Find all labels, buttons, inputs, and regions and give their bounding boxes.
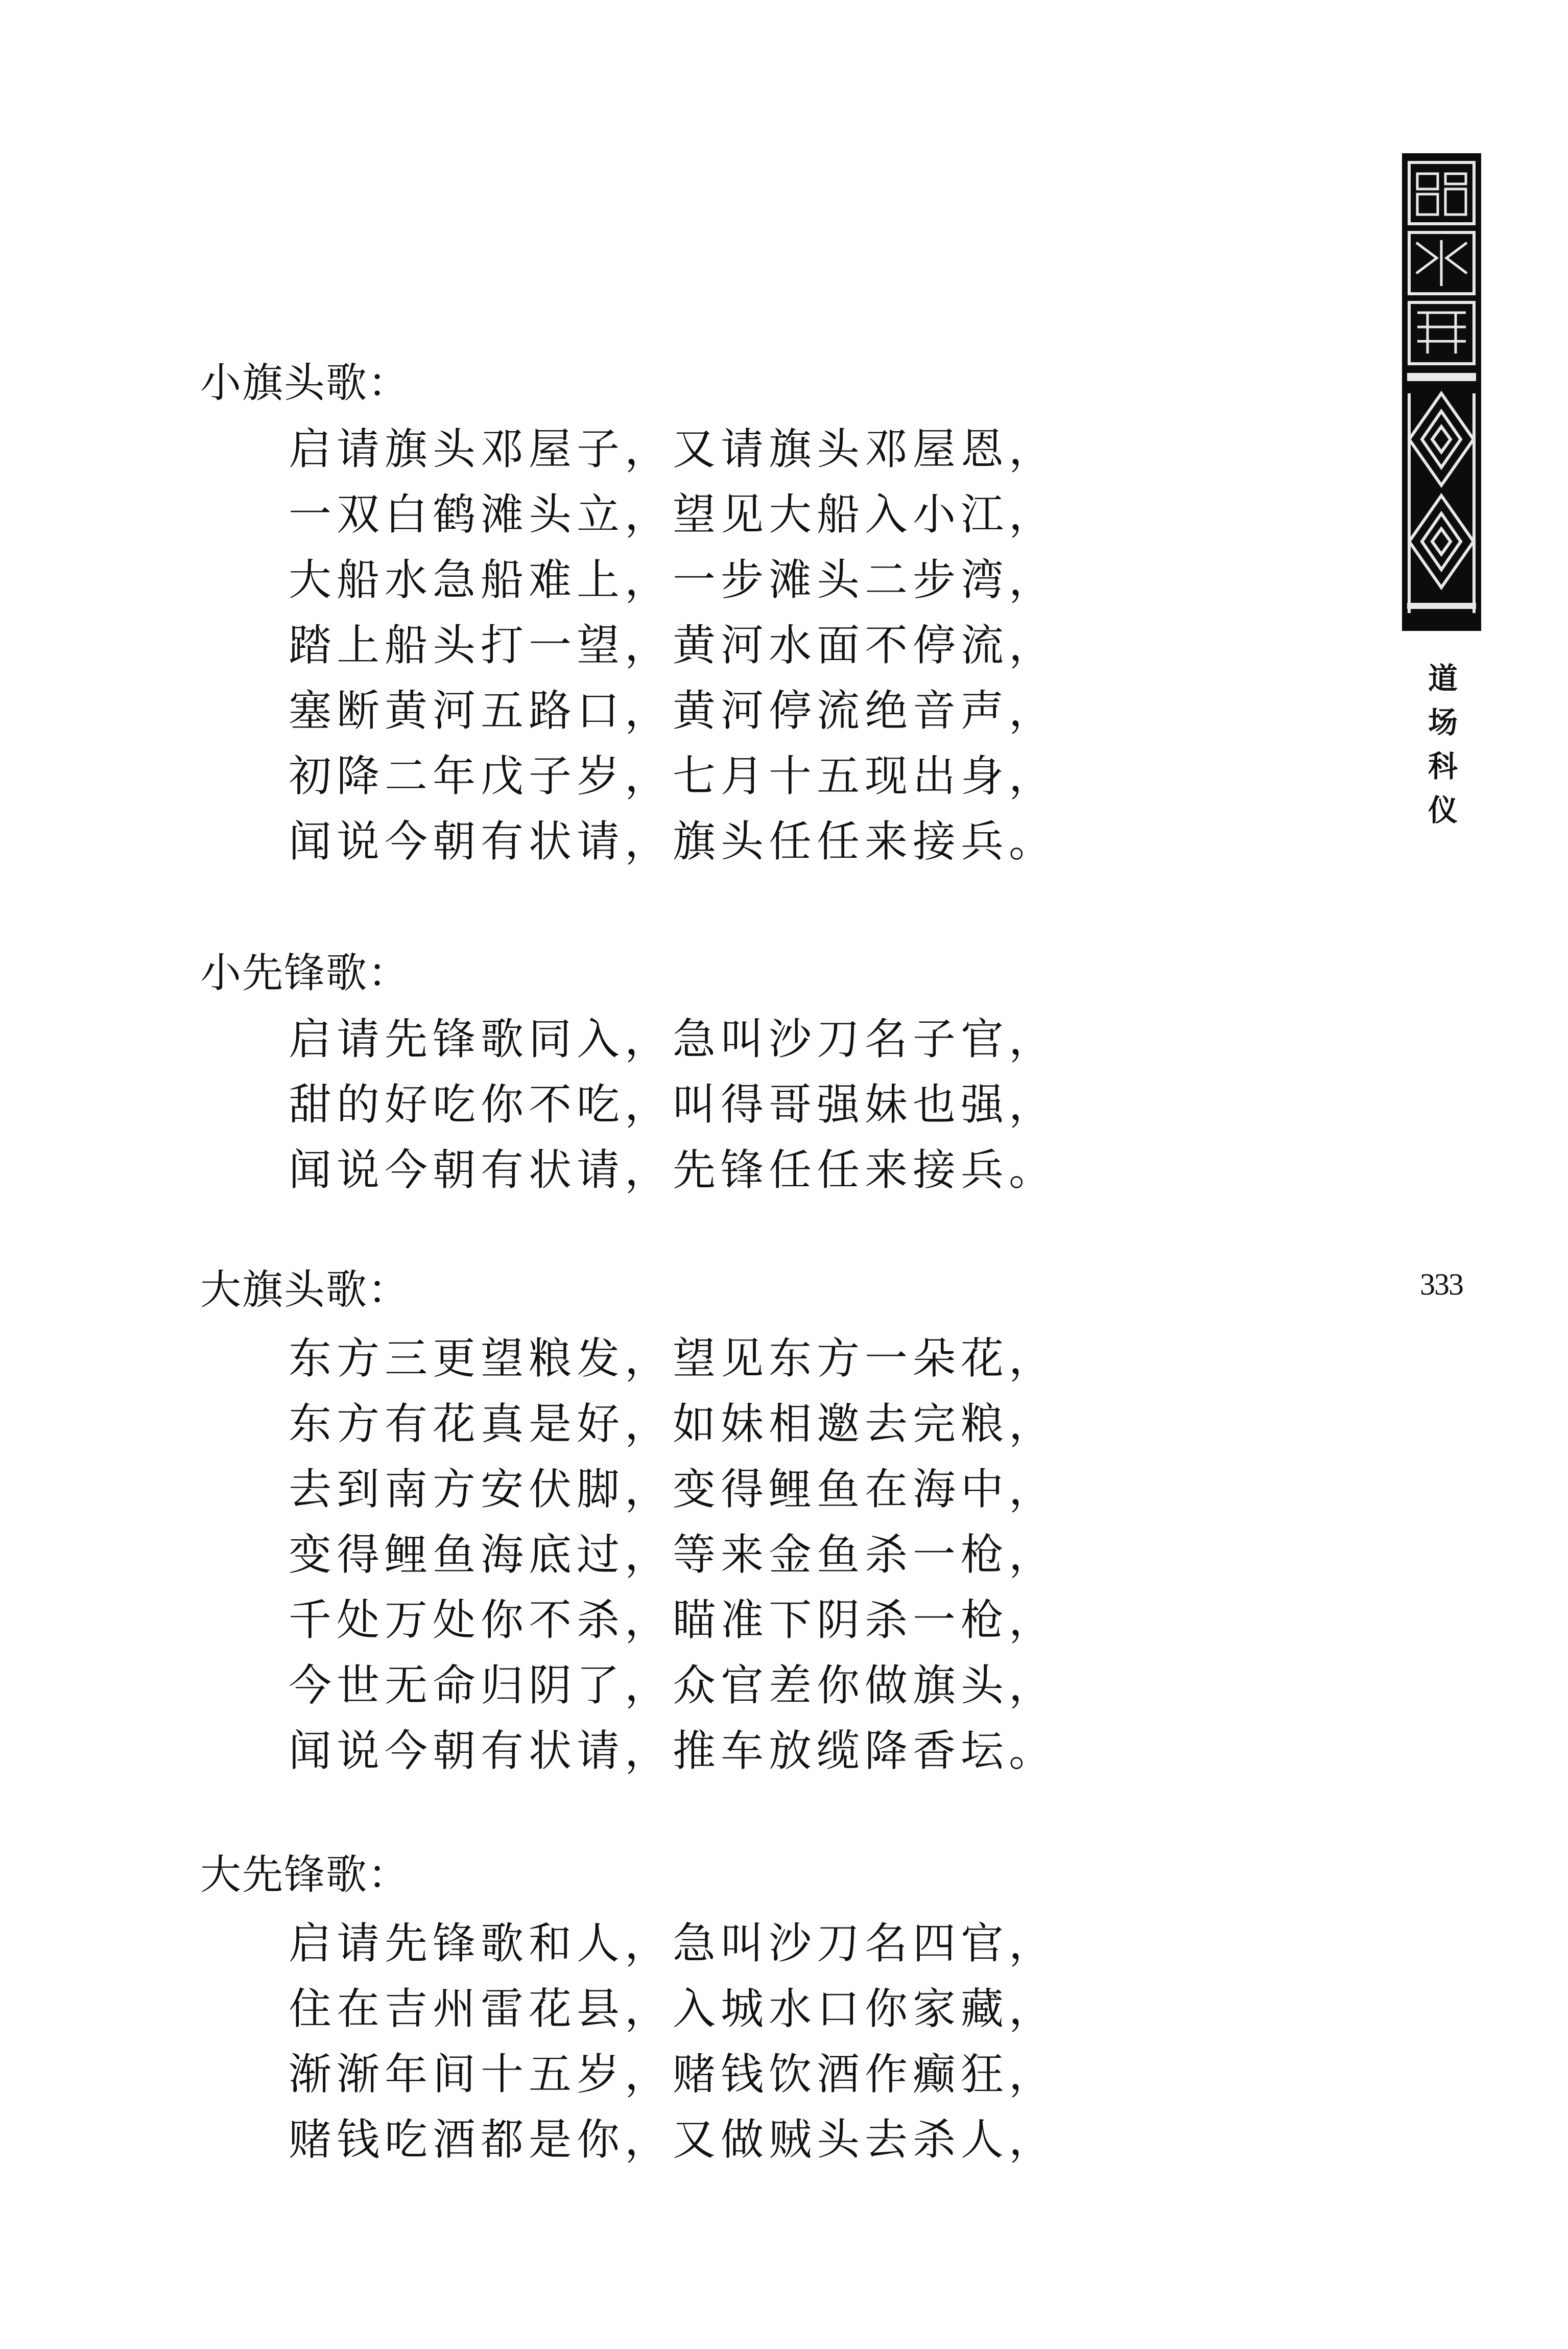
verse-line: 踏上船头打一望，黄河水面不停流， [289,620,1057,670]
verse-line: 今世无命归阴了，众官差你做旗头， [289,1660,1057,1710]
verse-line: 初降二年戊子岁，七月十五现出身， [289,751,1057,801]
verse-line: 赌钱吃酒都是你，又做贼头去杀人， [289,2115,1057,2165]
side-title-char: 仪 [1428,793,1458,828]
verse-line: 闻说今朝有状请，推车放缆降香坛。 [289,1726,1057,1776]
pattern-icon [1402,153,1481,631]
verse-line: 住在吉州雷花县，入城水口你家藏， [289,1984,1057,2034]
verse-line: 启请先锋歌和人，急叫沙刀名四官， [289,1918,1057,1968]
verse-block [289,1326,1057,1783]
verse-line: 去到南方安伏脚，变得鲤鱼在海中， [289,1464,1057,1514]
section-heading: 大先锋歌： [200,1851,410,1898]
verse-line: 变得鲤鱼海底过，等来金鱼杀一枪， [289,1530,1057,1580]
section-heading: 大旗头歌： [200,1266,410,1313]
verse-line: 大船水急船难上，一步滩头二步湾， [289,555,1057,605]
side-title-char: 道 [1428,661,1458,696]
verse-line: 东方三更望粮发，望见东方一朵花， [289,1333,1057,1383]
verse-line: 启请旗头邓屋子，又请旗头邓屋恩， [289,424,1057,474]
section-heading: 小旗头歌： [200,359,410,407]
verse-line: 渐渐年间十五岁，赌钱饮酒作癫狂， [289,2049,1057,2099]
verse-line: 千处万处你不杀，瞄准下阴杀一枪， [289,1595,1057,1645]
side-title-char: 科 [1428,749,1458,784]
verse-line: 塞断黄河五路口，黄河停流绝音声， [289,686,1057,736]
decorative-pattern-band [1402,153,1481,631]
verse-line: 闻说今朝有状请，旗头任任来接兵。 [289,816,1057,866]
side-running-title [1425,656,1461,832]
verse-line: 一双白鹤滩头立，望见大船入小江， [289,489,1057,539]
page-number: 333 [1420,1267,1463,1301]
verse-line: 闻说今朝有状请，先锋任任来接兵。 [289,1145,1057,1195]
verse-block [289,1006,1057,1203]
section-heading: 小先锋歌： [200,949,410,997]
verse-line: 启请先锋歌同入，急叫沙刀名子官， [289,1014,1057,1064]
verse-line: 甜的好吃你不吃，叫得哥强妹也强， [289,1079,1057,1130]
verse-block [289,1911,1057,2172]
verse-block [289,416,1057,874]
verse-line: 东方有花真是好，如妹相邀去完粮， [289,1399,1057,1449]
side-title-char: 场 [1428,705,1458,740]
